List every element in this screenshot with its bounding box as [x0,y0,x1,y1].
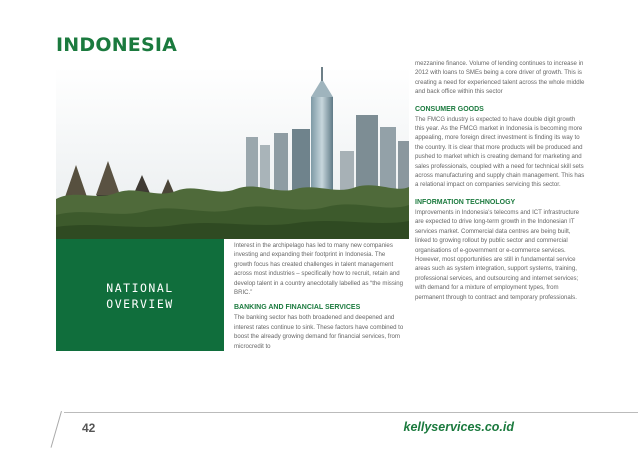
page-title: INDONESIA [56,34,178,56]
national-overview-panel [56,239,224,351]
footer-rule [64,412,638,413]
website-link[interactable]: kellyservices.co.id [403,420,514,434]
intro-paragraph: Interest in the archipelago has led to many new companies investing and expanding their footprint in Indonesia. The growth focus has created challenges in talent management across most industries – specifically how to recruit, retain and develop talent in a country anecdotally labelled as “the missing BRIC.” [234,242,404,297]
banking-paragraph: The banking sector has both broadened and deepened and interest rates continue to sink. These factors have combined to boost the already growing demand for financial services, from microcredit to [234,314,404,350]
information-technology-heading: INFORMATION TECHNOLOGY [415,198,516,206]
banking-heading: BANKING AND FINANCIAL SERVICES [234,304,361,312]
middle-column [234,241,404,357]
consumer-goods-heading: CONSUMER GOODS [415,105,484,113]
consumer-goods-paragraph: The FMCG industry is expected to have double digit growth this year. As the FMCG market in Indonesia is becoming more appealing, more foreign direct investment is finding its way to the country. It is clear that more products will be produced and pushed to market which is creating demand for marketing and sales professionals, coupled with a need for technical skill sets across manufacturing and supply chain management. This has a relational impact on companies servicing this sector. [415,115,585,189]
footer-slash-divider [51,411,62,448]
information-technology-paragraph: Improvements in Indonesia’s telecoms and ICT infrastructure are expected to drive long-term growth in the Indonesian IT services market. Commercial data centres are being built, linked to growing rollout by public sector and commercial organisations of e-government or e-commerce services. However, most opportunities are still in fundamental service areas such as system integration, support systems, training, professional services, and outsourcing and internet services; with demand for a mixture of employment types, from permanent through to contract and temporary professionals. [415,208,580,301]
national-overview-label: NATIONAL OVERVIEW [106,281,174,311]
page-number: 42 [82,421,96,435]
right-column [415,59,586,310]
jakarta-skyline-photo [56,67,409,239]
banking-continuation-paragraph: mezzanine finance. Volume of lending continues to increase in 2012 with loans to SMEs being a core driver of growth. This is creating a need for experienced talent across the whole middle and back office within this sector [415,60,585,96]
